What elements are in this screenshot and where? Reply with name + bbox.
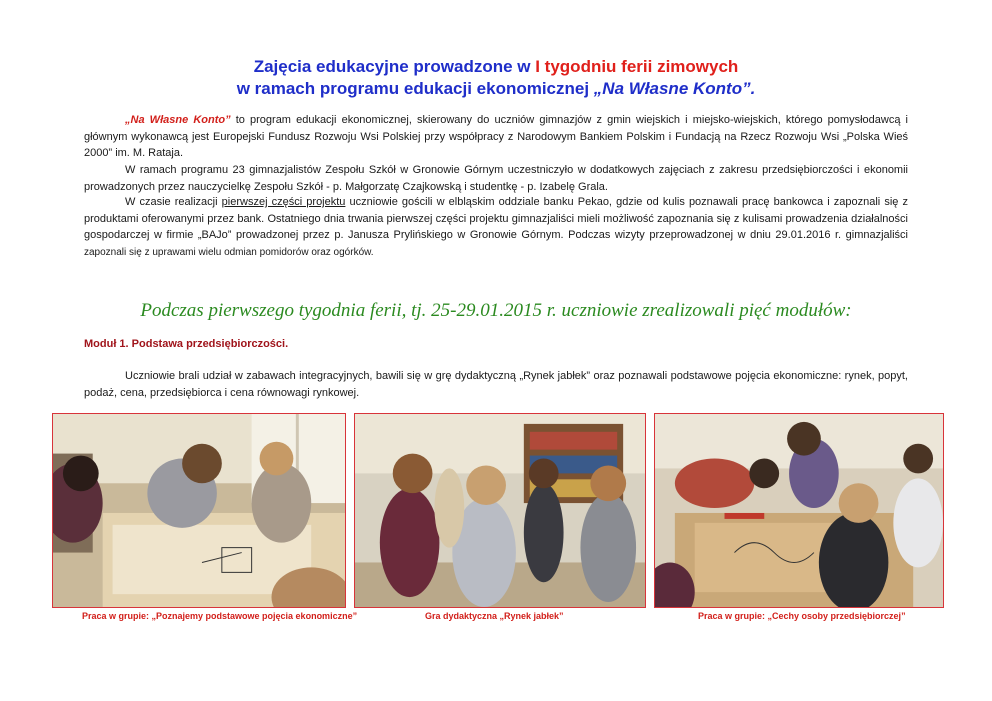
- program-text: W ramach programu 23 gimnazjalistów Zespołu Szkół w Gronowie Górnym uczestniczyło w dodatkowych zajęciach z zakresu przedsiębiorczości i ekonomii prowadzonych przez nauczycielkę Zespołu Szkół - p. Małgorzatę Czajkowską i studentkę - p. Izabelę Grala.: [84, 164, 908, 193]
- photo-apple-market-game: [354, 413, 646, 608]
- activities-underlined: pierwszej części projektu: [221, 196, 346, 208]
- intro-text: to program edukacji ekonomicznej, skierowany do uczniów gimnazjów z gmin wiejskich i miejsko-wiejskich, którego pomysłodawcą i głównym wykonawcą jest Europejski Fundusz Rozwoju Wsi Polskiej przy współpracy z Narodowym Bankiem Polskim i Fundacją na Rzecz Rozwoju Wsi „Polska Wieś 2000” im. M. Rataja.: [84, 114, 909, 159]
- intro-paragraph: [84, 112, 908, 162]
- heading-line-1-part-a: Zajęcia edukacyjne prowadzone w: [253, 57, 536, 76]
- photo-group-work-concepts: [52, 413, 346, 608]
- activities-paragraph: [84, 194, 908, 261]
- program-paragraph: [84, 162, 908, 195]
- caption-photo-2: Gra dydaktyczna „Rynek jabłek”: [425, 611, 564, 621]
- intro-brand: „Na Własne Konto”: [125, 114, 231, 126]
- activities-text-b: uczniowie gościli w elbląskim oddziale banku Pekao, gdzie od kulis poznawali pracę bankowca i zapoznali się z produktami oferowanymi przez bank. Ostatniego dnia trwania pierwszej części projektu gimnazjaliści mieli możliwość zapoznania się z kulisami prowadzenia działalności gospodarczej w firmie „BAJo” prowadzonej przez p. Janusza Prylińskiego w Gronowie Górnym. Podczas wizyty przeprowadzonej w dniu 29.01.2016 r. gimnazjaliści: [84, 196, 909, 241]
- module-1-title: Moduł 1. Podstawa przedsiębiorczości.: [84, 338, 289, 350]
- activities-text-small: zapoznali się z uprawami wielu odmian pomidorów oraz ogórków.: [84, 246, 374, 258]
- photo-entrepreneur-traits: [654, 413, 944, 608]
- heading-line-1: [0, 56, 992, 78]
- module-1-text: Uczniowie brali udział w zabawach integracyjnych, bawili się w grę dydaktyczną „Rynek jabłek” oraz poznawali podstawowe pojęcia ekonomiczne: rynek, popyt, podaż, cena, przedsiębiorca i cena równowagi rynkowej.: [84, 370, 908, 399]
- heading-week-highlight: I tygodniu ferii zimowych: [535, 57, 739, 76]
- caption-photo-1: Praca w grupie: „Poznajemy podstawowe pojęcia ekonomiczne”: [82, 611, 358, 621]
- activities-text-a: W czasie realizacji: [125, 196, 222, 208]
- heading-line-2: [0, 78, 992, 100]
- heading-program-name: „Na Własne Konto”.: [593, 79, 756, 98]
- heading-line-2-part-a: w ramach programu edukacji ekonomicznej: [236, 79, 594, 98]
- caption-photo-3: Praca w grupie: „Cechy osoby przedsiębiorczej”: [698, 611, 906, 621]
- modules-subtitle: Podczas pierwszego tygodnia ferii, tj. 25-29.01.2015 r. uczniowie zrealizowali pięć modułów:: [140, 300, 852, 321]
